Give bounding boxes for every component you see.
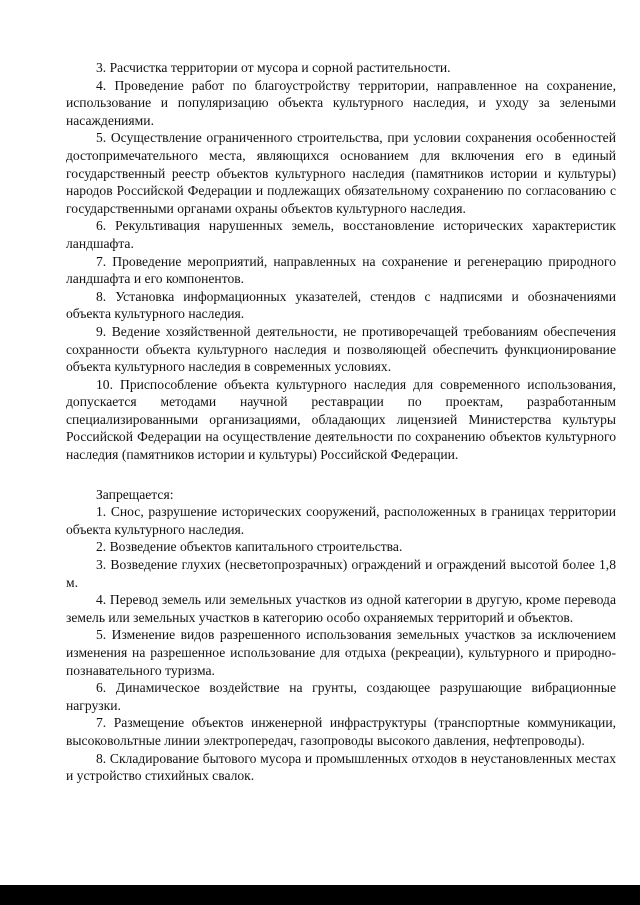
- allowed-item-10: 10. Приспособление объекта культурного наследия для современного использования, допускается методами научной реставрации по проектам, разработанным специализированными организациями, обладающих лицензией Министерства культуры Российской Федерации на осуществление деятельности по сохранению объектов культурного наследия (памятников истории и культуры) Российской Федерации.: [66, 376, 616, 463]
- prohibited-item-6: 6. Динамическое воздействие на грунты, создающее разрушающие вибрационные нагрузки.: [66, 680, 616, 713]
- allowed-item-7: 7. Проведение мероприятий, направленных на сохранение и регенерацию природного ландшафта и его компонентов.: [66, 253, 616, 287]
- prohibited-item-1: 1. Снос, разрушение исторических сооружений, расположенных в границах территории объекта культурного наследия.: [66, 504, 616, 537]
- prohibited-item-5: 5. Изменение видов разрешенного использования земельных участков за исключением изменения на разрешенное использование для отдыха (рекреации), культурного и природно-познавательного туризма.: [66, 627, 616, 678]
- allowed-item-9: 9. Ведение хозяйственной деятельности, не противоречащей требованиям обеспечения сохранности объекта культурного наследия и позволяющей обеспечить функционирование объекта культурного наследия в современных условиях.: [66, 323, 616, 375]
- allowed-item-3: 3. Расчистка территории от мусора и сорной растительности.: [96, 60, 451, 75]
- allowed-item-5: 5. Осуществление ограниченного строительства, при условии сохранения особенностей достопримечательного места, являющихся основанием для включения его в единый государственный реестр объектов культурного наследия (памятников истории и культуры) народов Российской Федерации и подлежащих обязательному сохранению по согласованию с государственными органами охраны объектов культурного наследия.: [66, 130, 616, 216]
- prohibited-item-3: 3. Возведение глухих (несветопрозрачных) ограждений и ограждений высотой более 1,8 м.: [66, 557, 616, 590]
- prohibited-item-4: 4. Перевод земель или земельных участков из одной категории в другую, кроме перевода земель или земельных участков в категорию особо охраняемых территорий и объектов.: [66, 592, 616, 625]
- allowed-item-6: 6. Рекультивация нарушенных земель, восстановление исторических характеристик ландшафта.: [66, 218, 616, 251]
- prohibited-item-8: 8. Складирование бытового мусора и промышленных отходов в неустановленных местах и устройство стихийных свалок.: [66, 750, 616, 784]
- section-gap: [66, 464, 616, 486]
- prohibited-item-7: 7. Размещение объектов инженерной инфраструктуры (транспортные коммуникации, высоковольтные линии электропередач, газопроводы высокого давления, нефтепроводы).: [66, 715, 616, 748]
- prohibited-heading: Запрещается:: [96, 486, 174, 502]
- allowed-item-8: 8. Установка информационных указателей, стендов с надписями и обозначениями объекта культурного наследия.: [66, 288, 616, 322]
- allowed-item-4: 4. Проведение работ по благоустройству территории, направленное на сохранение, использование и популяризацию объекта культурного наследия, и уходу за зелеными насаждениями.: [66, 77, 616, 128]
- prohibited-item-2: 2. Возведение объектов капитального строительства.: [96, 539, 403, 555]
- document-page: [66, 59, 616, 785]
- scan-bottom-edge: [0, 885, 640, 905]
